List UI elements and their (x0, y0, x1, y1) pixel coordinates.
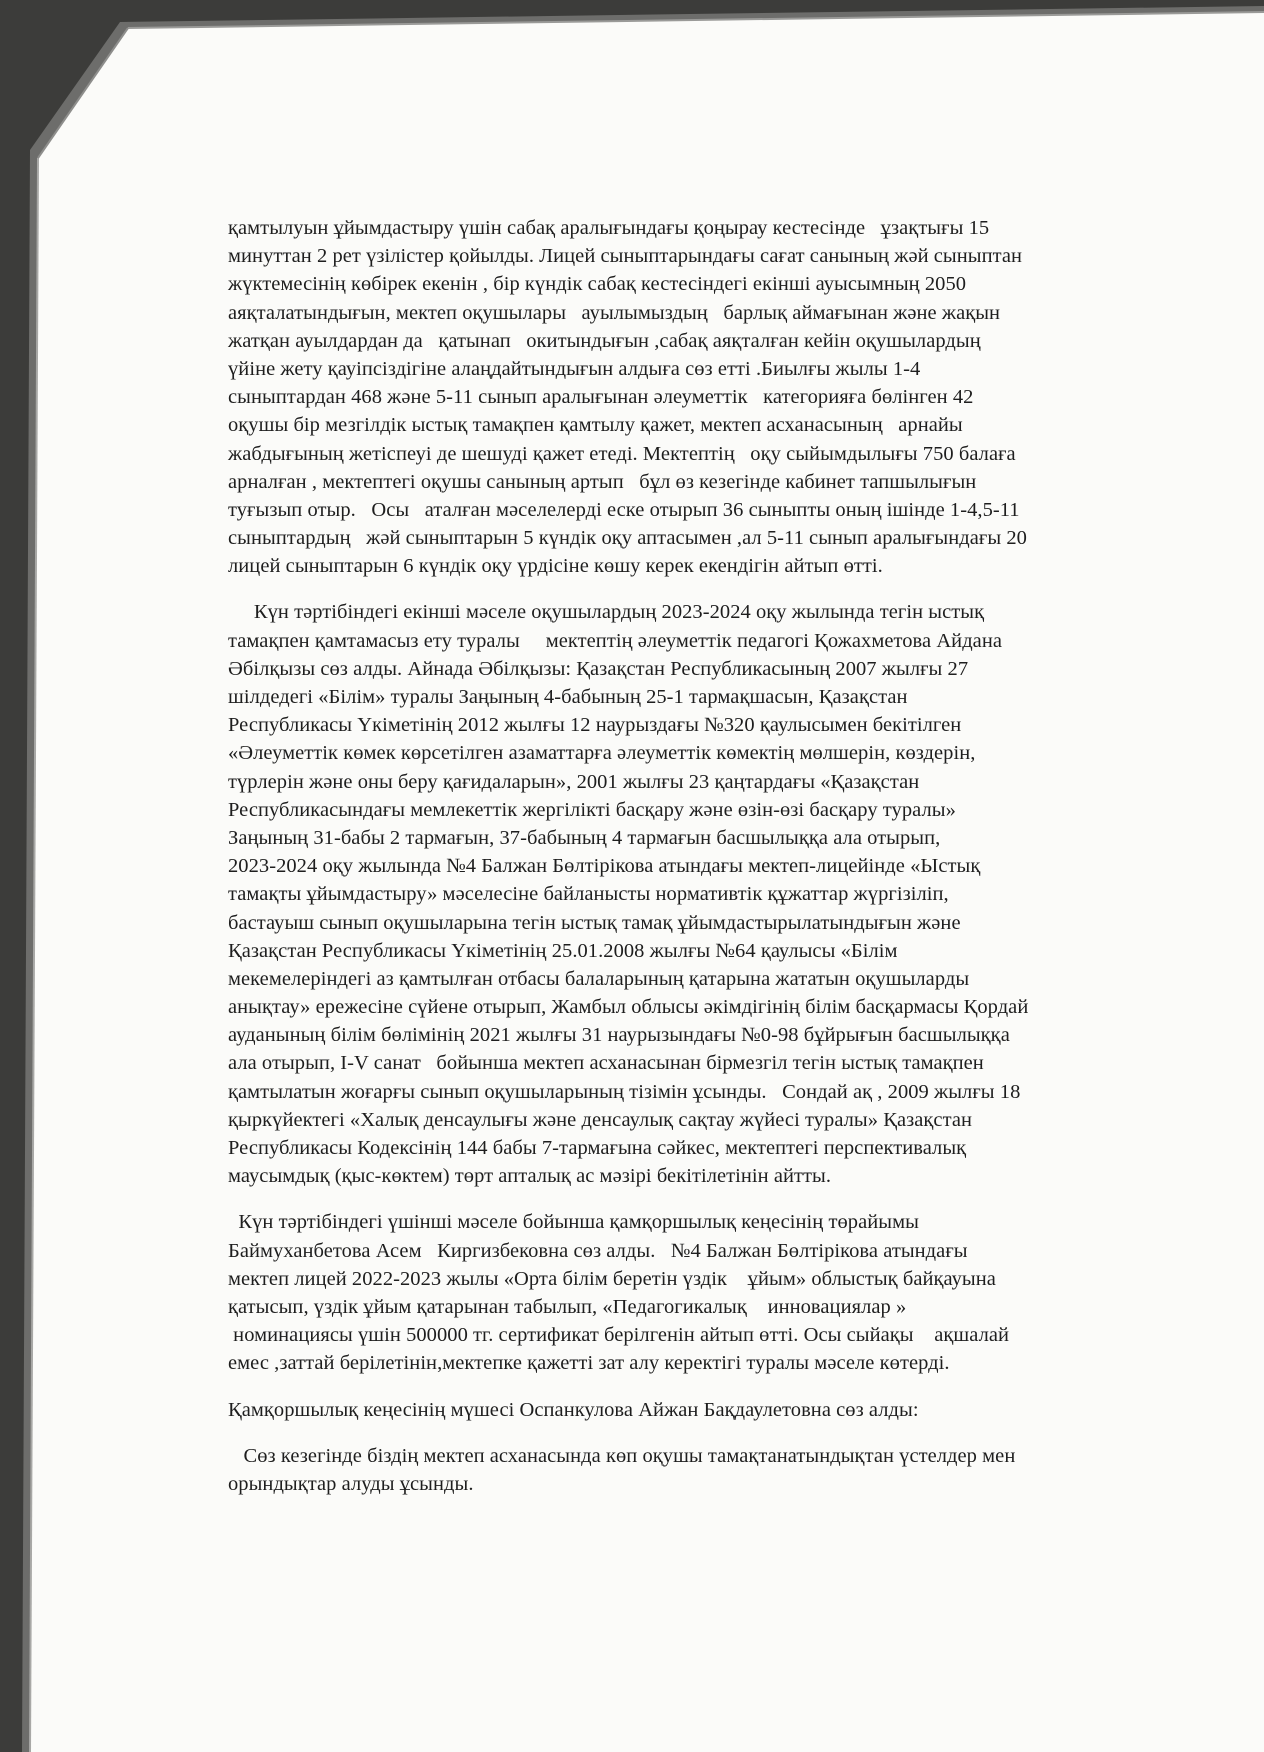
text-line: тамақпен қамтамасыз ету туралы мектептің әлеуметтік педагогі Қожахметова Айдана (228, 629, 1002, 652)
text-line: жабдығының жетіспеуі де шешуді қажет етеді. Мектептің оқу сыйымдылығы 750 балаға (228, 442, 1016, 465)
paragraph-3 (228, 1208, 1188, 1377)
text-line: анықтау» ережесіне сүйене отырып, Жамбыл облысы әкімдігінің білім басқармасы Қордай (228, 996, 1029, 1019)
text-line: Қазақстан Республикасы Үкіметінің 25.01.2008 жылғы №64 қаулысы «Білім (228, 939, 898, 962)
paragraph-spacer (228, 580, 1188, 598)
text-line: жатқан ауылдардан да қатынап окитындығын ,сабақ аяқталған кейін оқушылардың (228, 329, 981, 352)
text-line: мекемелеріндегі аз қамтылған отбасы балаларының қатарына жататын оқушыларды (228, 967, 970, 990)
text-line: маусымдық (қыс-көктем) төрт апталық ас мәзірі бекітілетінін айтты. (228, 1165, 832, 1188)
text-line: 2023-2024 оқу жылында №4 Балжан Бөлтірікова атындағы мектеп-лицейінде «Ыстық (228, 855, 981, 878)
text-line: минуттан 2 рет үзілістер қойылды. Лицей сыныптарындағы сағат санының жәй сыныптан (228, 245, 1023, 268)
paragraph-spacer (228, 1378, 1188, 1396)
text-line: мектеп лицей 2022-2023 жылы «Орта білім беретін үздік ұйым» облыстық байқауына (228, 1267, 996, 1290)
text-line: оқушы бір мезгілдік ыстық тамақпен қамтылу қажет, мектеп асханасының арнайы (228, 414, 963, 437)
text-line: түрлерін және оны беру қағидаларын», 2001 жылғы 23 қаңтардағы «Қазақстан (228, 770, 920, 793)
paragraph-spacer (228, 1424, 1188, 1442)
text-line: ауданының білім бөлімінің 2021 жылғы 31 наурызындағы №0-98 бұйрығын басшылыққа (228, 1024, 1010, 1047)
text-line: бастауыш сынып оқушыларына тегін ыстық тамақ ұйымдастырылатындығын және (228, 911, 961, 934)
text-line: Күн тәртібіндегі екінші мәселе оқушылардың 2023-2024 оқу жылында тегін ыстық (228, 601, 985, 624)
text-line: үйіне жету қауіпсіздігіне алаңдайтындығын алдыға сөз етті .Биылғы жылы 1-4 (228, 357, 921, 380)
text-line: қыркүйектегі «Халық денсаулығы және денсаулық сақтау жүйесі туралы» Қазақстан (228, 1108, 972, 1131)
text-line: Республикасындағы мемлекеттік жергілікті басқару және өзін-өзі басқару туралы» (228, 798, 956, 821)
text-line: қатысып, үздік ұйым қатарынан табылып, «Педагогикалық инновациялар » (228, 1295, 907, 1318)
text-line: Қамқоршылық кеңесінің мүшесі Оспанкулова Айжан Бақдаулетовна сөз алды: (228, 1398, 919, 1421)
document-body (228, 214, 1188, 1498)
text-line: туғызып отыр. Осы аталған мәселелерді еске отырып 36 сыныпты оның ішінде 1-4,5-11 (228, 498, 1020, 521)
text-line: шілдедегі «Білім» туралы Заңының 4-бабының 25-1 тармақшасын, Қазақстан (228, 686, 908, 708)
text-line: «Әлеуметтік көмек көрсетілген азаматтарға әлеуметтік көмектің мөлшерін, көздерін, (228, 742, 976, 765)
text-line: Заңының 31-бабы 2 тармағын, 37-бабының 4 тармағын басшылыққа ала отырып, (228, 826, 941, 849)
text-line: қамтылуын ұйымдастыру үшін сабақ аралығындағы қоңырау кестесінде ұзақтығы 15 (228, 217, 990, 239)
paragraph-2 (228, 598, 1188, 1190)
text-line: ала отырып, I-V санат бойынша мектеп асханасынан бірмезгіл тегін ыстық тамақпен (228, 1052, 984, 1075)
text-line: Республикасы Үкіметінің 2012 жылғы 12 наурыздағы №320 қаулысымен бекітілген (228, 714, 962, 737)
text-line: аяқталатындығын, мектеп оқушылары ауылымыздың барлық аймағынан және жақын (228, 301, 1001, 324)
text-line: қамтылатын жоғарғы сынып оқушыларының тізімін ұсынды. Сондай ақ , 2009 жылғы 18 (228, 1080, 1021, 1103)
text-line: Күн тәртібіндегі үшінші мәселе бойынша қамқоршылық кеңесінің төрайымы (228, 1211, 919, 1234)
text-line: арналған , мектептегі оқушы санының артып бұл өз кезегінде кабинет тапшылығын (228, 470, 977, 493)
text-line: емес ,заттай берілетінін,мектепке қажетті зат алу керектігі туралы мәселе көтерді. (228, 1352, 950, 1375)
paragraph-5 (228, 1442, 1188, 1498)
text-line: Баймуханбетова Асем Киргизбековна сөз алды. №4 Балжан Бөлтірікова атындағы (228, 1239, 968, 1262)
text-line: сыныптардың жәй сыныптарын 5 күндік оқу аптасымен ,ал 5-11 сынып аралығындағы 20 (228, 527, 1027, 550)
text-line: Әбілқызы сөз алды. Айнада Әбілқызы: Қазақстан Республикасының 2007 жылғы 27 (228, 657, 969, 680)
text-line: Сөз кезегінде біздің мектеп асханасында көп оқушы тамақтанатындықтан үстелдер мен (228, 1444, 1016, 1467)
paragraph-spacer (228, 1190, 1188, 1208)
text-line: номинациясы үшін 500000 тг. сертификат берілгенін айтып өтті. Осы сыйақы ақшалай (228, 1324, 1010, 1347)
text-line: орындықтар алуды ұсынды. (228, 1472, 474, 1495)
paragraph-1 (228, 214, 1188, 580)
text-line: Республикасы Кодексінің 144 бабы 7-тармағына сәйкес, мектептегі перспективалық (228, 1137, 967, 1159)
text-line: жүктемесінің көбірек екенін , бір күндік сабақ кестесіндегі екінші ауысымның 2050 (228, 273, 967, 296)
text-line: лицей сыныптарын 6 күндік оқу үрдісіне көшу керек екендігін айтып өтті. (228, 555, 883, 578)
text-line: тамақты ұйымдастыру» мәселесіне байланысты нормативтік құжаттар жүргізіліп, (228, 883, 949, 906)
paragraph-4 (228, 1396, 1188, 1424)
text-line: сыныптардан 468 және 5-11 сынып аралығынан әлеуметтік категорияға бөлінген 42 (228, 386, 974, 409)
